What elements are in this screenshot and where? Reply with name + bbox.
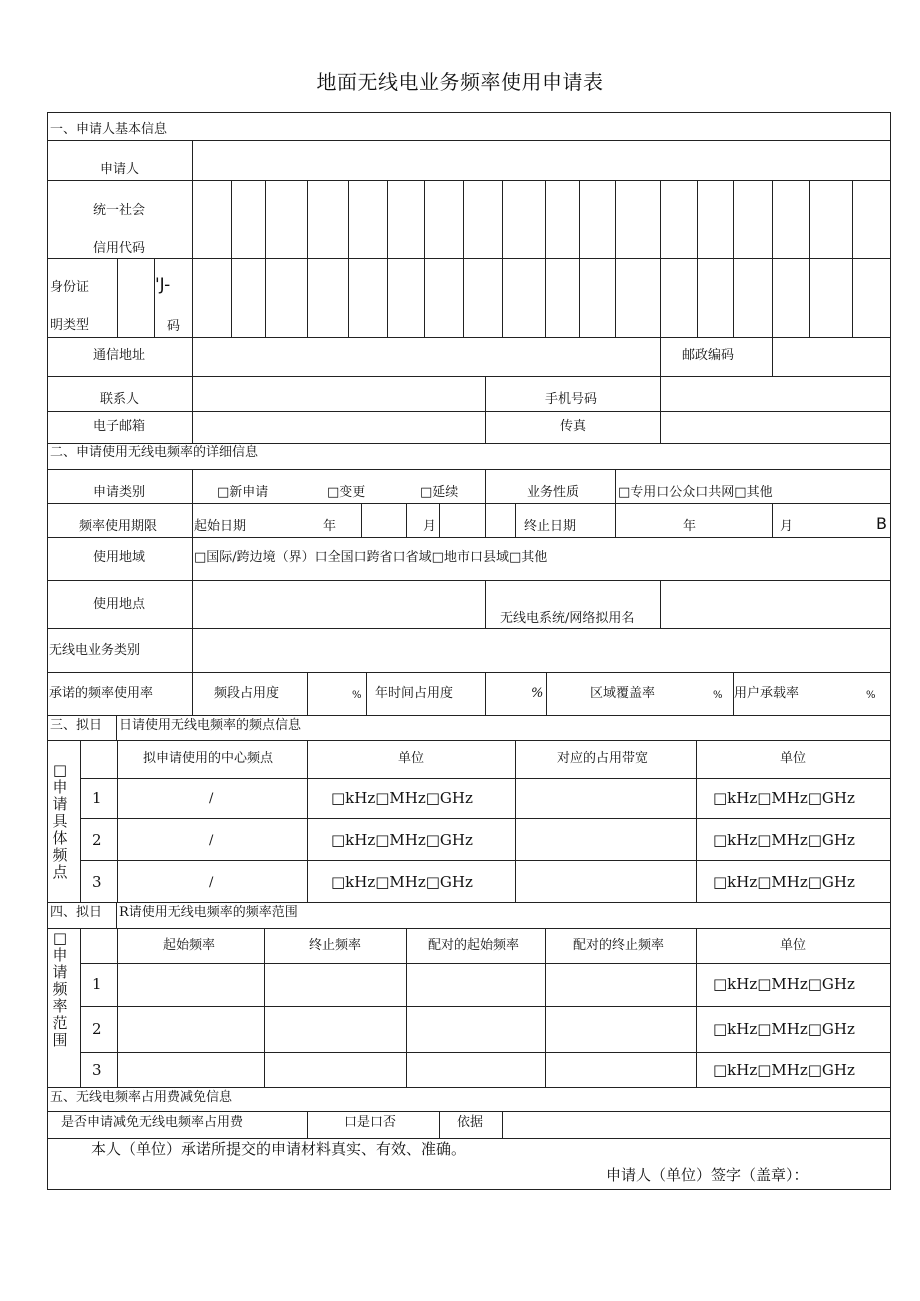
- s4-row-2-num: 2: [92, 1020, 102, 1038]
- area-label: 使用地域: [93, 550, 146, 565]
- time-use-label: 年时间占用度: [375, 686, 454, 701]
- s3-row-3-unit2[interactable]: □kHz□MHz□GHz: [713, 873, 855, 891]
- system-name-label: 无线电系统/网络拟用名: [500, 611, 635, 626]
- area-options[interactable]: □国际/跨边境（界）口全国口跨省口省域□地市口县域□其他: [194, 550, 548, 565]
- section-3-side-label: □申请具体频点: [52, 761, 68, 881]
- biz-nature-options[interactable]: □专用口公众口共网□其他: [618, 485, 773, 500]
- s4-row-3-unit[interactable]: □kHz□MHz□GHz: [713, 1061, 855, 1079]
- s3-row-3-num: 3: [92, 873, 102, 891]
- time-use-pct: %: [531, 686, 544, 701]
- form-title: 地面无线电业务频率使用申请表: [316, 70, 604, 94]
- apply-type-extend-checkbox[interactable]: □延续: [420, 485, 459, 500]
- postcode-label: 邮政编码: [682, 348, 735, 363]
- s3-row-1-unit2[interactable]: □kHz□MHz□GHz: [713, 789, 855, 807]
- s3-row-2-unit1[interactable]: □kHz□MHz□GHz: [331, 831, 473, 849]
- band-use-label: 频段占用度: [214, 686, 280, 701]
- area-coverage-label: 区域覆盖率: [590, 686, 656, 701]
- col-center-freq: 拟申请使用的中心频点: [143, 751, 274, 766]
- promise-label: 承诺的频率使用率: [49, 686, 154, 701]
- section-1-header: 一、申请人基本信息: [50, 122, 168, 137]
- section-5-header: 五、无线电频率占用费减免信息: [50, 1090, 233, 1105]
- start-year-label: 年: [323, 519, 337, 534]
- signature-label: 申请人（单位）签字（盖章）：: [606, 1166, 809, 1184]
- basis-label: 依据: [457, 1115, 484, 1130]
- address-label: 通信地址: [93, 348, 146, 363]
- section-4-header-a: 四、拟日: [50, 905, 103, 920]
- section-3-header-b: 日请使用无线电频率的频点信息: [119, 718, 302, 733]
- end-year-label: 年: [683, 519, 697, 534]
- end-day-mark: B: [876, 514, 887, 533]
- col-unit: 单位: [780, 938, 807, 953]
- area-coverage-pct: %: [713, 690, 723, 701]
- col-paired-end: 配对的终止频率: [573, 938, 665, 953]
- end-date-label: 终止日期: [524, 519, 577, 534]
- contact-label: 联系人: [100, 392, 140, 407]
- id-number-mark: 'J-: [155, 275, 171, 295]
- start-date-label: 起始日期: [194, 519, 247, 534]
- user-load-pct: %: [866, 690, 876, 701]
- s3-row-1-num: 1: [92, 789, 102, 807]
- col-end-freq: 终止频率: [309, 938, 362, 953]
- col-bandwidth: 对应的占用带宽: [557, 751, 649, 766]
- col-unit-1: 单位: [398, 751, 425, 766]
- col-unit-2: 单位: [780, 751, 807, 766]
- end-month-label: 月: [780, 519, 794, 534]
- mobile-label: 手机号码: [545, 392, 598, 407]
- s3-row-1-slash: /: [209, 791, 214, 806]
- fee-reduction-question: 是否申请减免无线电频率占用费: [61, 1115, 244, 1130]
- service-type-label: 无线电业务类别: [49, 643, 141, 658]
- location-label: 使用地点: [93, 597, 146, 612]
- band-use-pct: %: [352, 690, 362, 701]
- s3-row-2-unit2[interactable]: □kHz□MHz□GHz: [713, 831, 855, 849]
- applicant-label: 申请人: [100, 162, 140, 177]
- user-load-label: 用户承载率: [734, 686, 800, 701]
- s4-row-1-num: 1: [92, 975, 102, 993]
- section-2-header: 二、申请使用无线电频率的详细信息: [50, 445, 259, 460]
- fax-label: 传真: [560, 419, 587, 434]
- apply-type-change-checkbox[interactable]: □变更: [327, 485, 366, 500]
- apply-type-new-checkbox[interactable]: □新申请: [217, 485, 269, 500]
- section-4-header-b: R请使用无线电频率的频率范围: [119, 905, 298, 920]
- col-paired-start: 配对的起始频率: [428, 938, 520, 953]
- s3-row-2-slash: /: [209, 833, 214, 848]
- apply-type-label: 申请类别: [93, 485, 146, 500]
- s3-row-3-unit1[interactable]: □kHz□MHz□GHz: [331, 873, 473, 891]
- biz-nature-label: 业务性质: [527, 485, 580, 500]
- s3-row-1-unit1[interactable]: □kHz□MHz□GHz: [331, 789, 473, 807]
- s3-row-2-num: 2: [92, 831, 102, 849]
- id-number-label: 码: [167, 319, 181, 334]
- id-type-label-2: 明类型: [50, 318, 90, 333]
- fee-reduction-options[interactable]: 口是口否: [344, 1115, 397, 1130]
- pledge-text: 本人（单位）承诺所提交的申请材料真实、有效、准确。: [91, 1140, 467, 1158]
- email-label: 电子邮箱: [93, 419, 146, 434]
- start-month-label: 月: [423, 519, 437, 534]
- s4-row-2-unit[interactable]: □kHz□MHz□GHz: [713, 1020, 855, 1038]
- s3-row-3-slash: /: [209, 875, 214, 890]
- id-type-label-1: 身份证: [50, 280, 90, 295]
- section-3-header-a: 三、拟日: [50, 718, 103, 733]
- credit-code-label-2: 信用代码: [93, 241, 146, 256]
- s4-row-3-num: 3: [92, 1061, 102, 1079]
- section-4-side-label: □申请频率范围: [52, 929, 68, 1049]
- credit-code-label-1: 统一社会: [93, 203, 146, 218]
- col-start-freq: 起始频率: [163, 938, 216, 953]
- s4-row-1-unit[interactable]: □kHz□MHz□GHz: [713, 975, 855, 993]
- period-label: 频率使用期限: [79, 519, 158, 534]
